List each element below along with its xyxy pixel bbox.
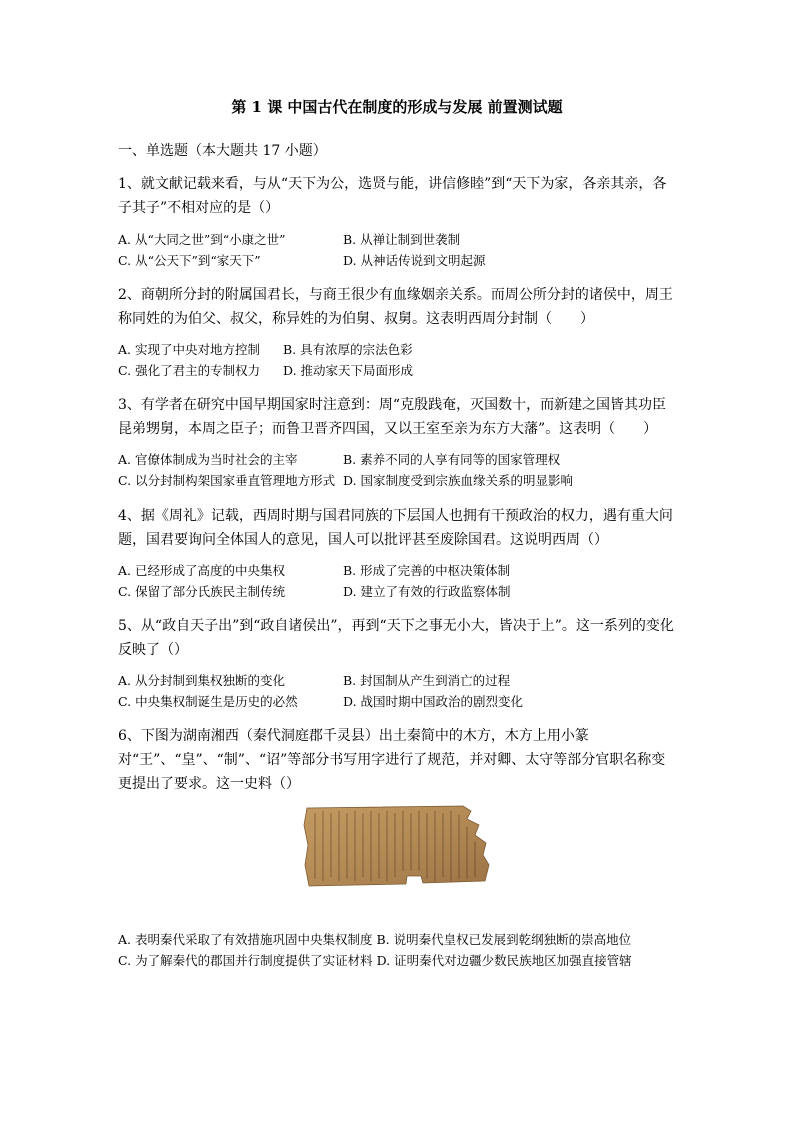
q2-option-b[interactable]: B. 具有浓厚的宗法色彩	[283, 342, 413, 357]
q6-option-c[interactable]: C. 为了解秦代的郡国并行制度提供了实证材料	[118, 953, 373, 968]
q5-option-d[interactable]: D. 战国时期中国政治的剧烈变化	[343, 694, 524, 709]
q2-option-a[interactable]: A. 实现了中央对地方控制	[118, 342, 260, 357]
q3-option-d[interactable]: D. 国家制度受到宗族血缘关系的明显影响	[343, 473, 574, 488]
q5-option-a[interactable]: A. 从分封制到集权独断的变化	[118, 673, 285, 688]
q4-option-a[interactable]: A. 已经形成了高度的中央集权	[118, 563, 285, 578]
q4-option-c[interactable]: C. 保留了部分氏族民主制传统	[118, 584, 286, 599]
q6-option-a[interactable]: A. 表明秦代采取了有效措施巩固中央集权制度	[118, 932, 373, 947]
q6-option-b[interactable]: B. 说明秦代皇权已发展到乾纲独断的崇高地位	[376, 932, 632, 947]
question-6-stem: 6、下图为湖南湘西（秦代洞庭郡千灵县）出土秦简中的木方，木方上用小篆对“王”、“皇”、“制”、“诏”等部分书写用字进行了规范，并对卿、太守等部分官职名称变更提出了要求。这一史料（）	[118, 728, 666, 792]
q1-option-b[interactable]: B. 从禅让制到世袭制	[343, 232, 461, 247]
q3-option-a[interactable]: A. 官僚体制成为当时社会的主宰	[118, 452, 298, 467]
q5-option-b[interactable]: B. 封国制从产生到消亡的过程	[343, 673, 511, 688]
q6-options-line-2	[118, 950, 678, 971]
question-3-stem: 3、有学者在研究中国早期国家时注意到：周“克殷践奄，灭国数十，而新建之国皆其功臣昆弟甥舅，本周之臣子；而鲁卫晋齐四国，又以王室至亲为东方大藩”。这表明（ ）	[118, 397, 667, 437]
q1-option-c[interactable]: C. 从“公天下”到“家天下”	[118, 253, 261, 268]
question-4-options	[118, 560, 698, 602]
question-2-options	[118, 339, 698, 381]
q6-options-line-1	[118, 929, 678, 950]
q1-option-a[interactable]: A. 从“大同之世”到“小康之世”	[118, 232, 286, 247]
question-5-options	[118, 670, 698, 712]
q2-option-c[interactable]: C. 强化了君主的专制权力	[118, 363, 261, 378]
qin-bamboo-slip-image	[303, 805, 490, 887]
q6-option-d[interactable]: D. 证明秦代对边疆少数民族地区加强直接管辖	[376, 953, 632, 968]
question-5-stem: 5、从“政自天子出”到“政自诸侯出”，再到“天下之事无小大，皆决于上”。这一系列的变化反映了（）	[118, 618, 674, 658]
q2-option-d[interactable]: D. 推动家天下局面形成	[283, 363, 414, 378]
question-3-options	[118, 449, 698, 491]
q4-option-b[interactable]: B. 形成了完善的中枢决策体制	[343, 563, 511, 578]
question-2-stem: 2、商朝所分封的附属国君长，与商王很少有血缘姻亲关系。而周公所分封的诸侯中，周王称同姓的为伯父、叔父，称异姓的为伯舅、叔舅。这表明西周分封制（ ）	[118, 287, 673, 327]
question-6-options	[118, 929, 678, 971]
q1-option-d[interactable]: D. 从神话传说到文明起源	[343, 253, 486, 268]
q5-option-c[interactable]: C. 中央集权制诞生是历史的必然	[118, 694, 298, 709]
q3-option-c[interactable]: C. 以分封制构架国家垂直管理地方形式	[118, 473, 336, 488]
page-title: 第 1 课 中国古代在制度的形成与发展 前置测试题	[231, 98, 563, 116]
q3-option-b[interactable]: B. 素养不同的人享有同等的国家管理权	[343, 452, 561, 467]
question-1-stem: 1、就文献记载来看，与从“天下为公，选贤与能，讲信修睦”到“天下为家，各亲其亲，各子其子”不相对应的是（）	[118, 176, 667, 216]
question-1-options	[118, 229, 698, 271]
question-4-stem: 4、据《周礼》记载，西周时期与国君同族的下层国人也拥有干预政治的权力，遇有重大问题，国君要询问全体国人的意见，国人可以批评甚至废除国君。这说明西周（）	[118, 508, 673, 548]
q4-option-d[interactable]: D. 建立了有效的行政监察体制	[343, 584, 511, 599]
section-heading: 一、单选题（本大题共 17 小题）	[118, 143, 327, 159]
